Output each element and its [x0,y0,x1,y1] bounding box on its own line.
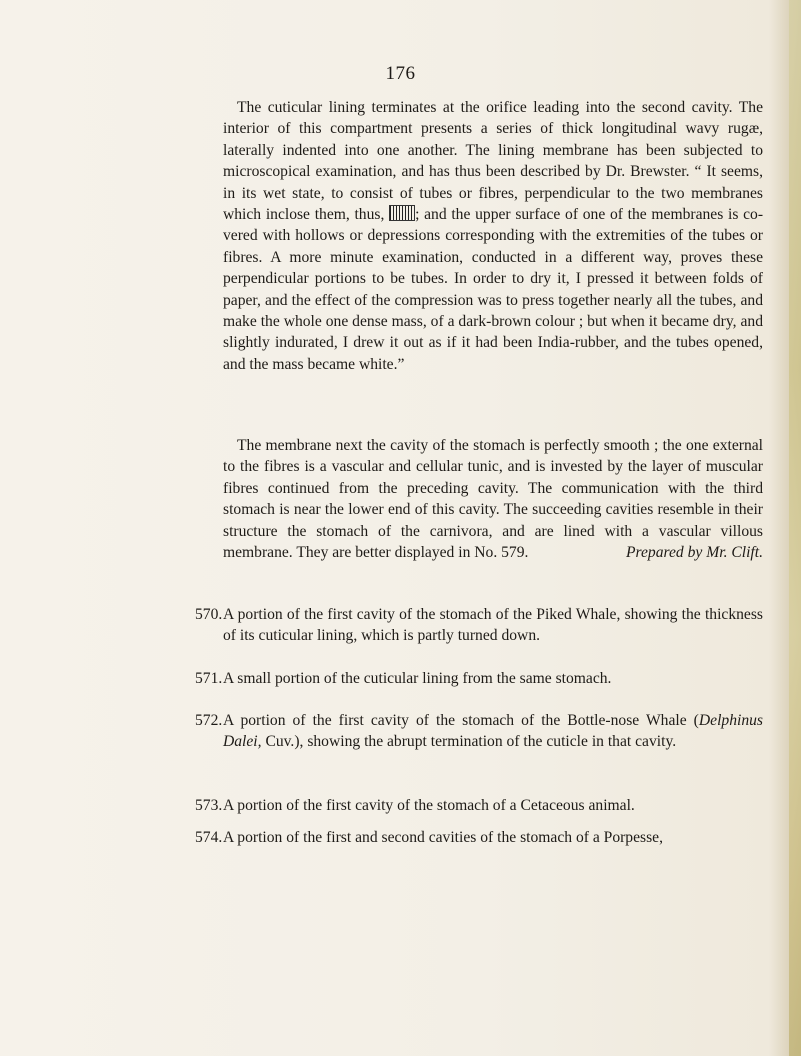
catalogue-entry [195,795,763,816]
entry-text: A portion of the first cavity of the stomach of the Piked Whale, showing the thickness of its cuticular lining, which is partly turned down. [223,606,763,645]
paragraph-text: The cuticular lining terminates at the orifice leading into the second cavity. The interior of this compartment presents a series of thick longitudinal wavy rugæ, laterally indented into one another. The lining membrane has been subjected to microscopical examination, and has thus been described by Dr. Brewster. “ It seems, in its wet state, to consist of tubes or fibres, perpendicular to the two membranes which inclose them, thus, [223,99,763,224]
catalogue-entry [195,827,763,848]
entry-number: 570. [195,606,223,623]
entry-text: A small portion of the cuticular lining from the same stomach. [223,670,612,687]
catalogue-entry [195,710,763,753]
page-number: 176 [385,63,416,84]
catalogue-entry [195,668,763,689]
tubes-diagram-icon [389,205,415,221]
attribution: Prepared by Mr. Clift. [625,544,763,562]
page-edge [789,0,801,1056]
paragraph-text: The membrane next the cavity of the stomach is perfectly smooth ; the one external to the fibres is a vascular and cellular tunic, and is invested by the layer of muscular fibres continued from the preceding cavity. The communication with the third stomach is near the lower end of this cavity. The succeeding cavities resemble in their structure the stomach of the carnivora, and are lined with a vascular villous membrane. They are better displayed in No. 579. [223,437,763,562]
entry-text: A portion of the first cavity of the stomach of a Cetaceous animal. [223,797,635,814]
entry-text: A portion of the first and second cavities of the stomach of a Porpesse, [223,829,663,846]
paragraph-membrane-description [223,435,763,563]
catalogue-entry [195,604,763,647]
entry-number: 572. [195,712,223,729]
entry-number: 571. [195,670,223,687]
paragraph-text: ; and the upper surface of one of the membranes is covered with hollows or depressions corresponding with the extremities of the tubes or fibres. A more minute examination, conducted in a different way, proves these perpendicular portions to be tubes. In order to dry it, I pressed it between folds of paper, and the effect of the compression was to press together nearly all the tubes, and make the whole one dense mass, of a dark-brown colour ; but when it became dry, and slightly indurated, I drew it out as if it had been India-rubber, and the tubes opened, and the mass became white.” [223,206,764,373]
species-name: Delphinus Dalei, [223,712,763,751]
paragraph-brewster-description [223,97,763,375]
entry-number: 573. [195,797,223,814]
entry-text [223,710,763,753]
entry-number: 574. [195,829,223,846]
entry-text-part: Cuv.), showing the abrupt termination of the cuticle in that cavity. [261,733,677,751]
entry-text-part: A portion of the first cavity of the stomach of the Bottle-nose Whale ( [223,712,699,729]
